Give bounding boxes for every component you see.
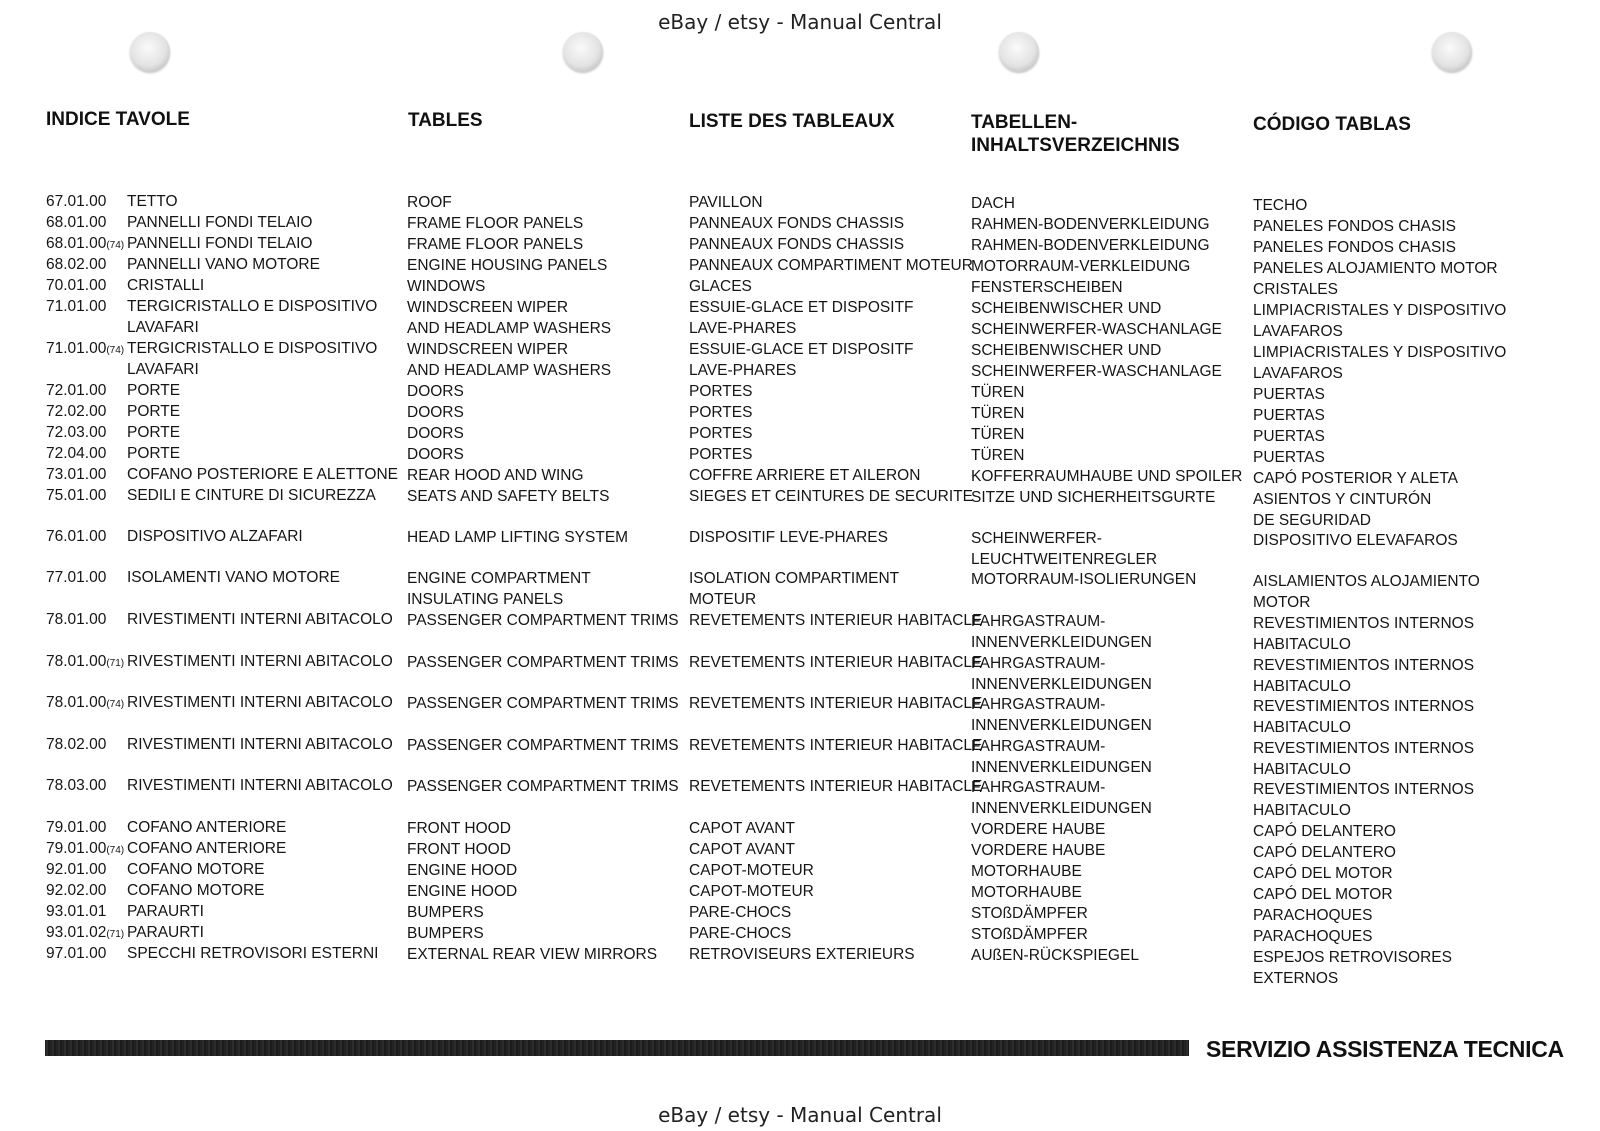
row-de-text: STOßDÄMPFER xyxy=(971,905,1088,922)
row-en-text: DOORS xyxy=(407,446,464,463)
row-it-text: RIVESTIMENTI INTERNI ABITACOLO xyxy=(127,777,393,794)
row-code xyxy=(46,275,106,296)
row-de-text: VORDERE HAUBE xyxy=(971,821,1106,838)
row-fr-text: PANNEAUX COMPARTIMENT MOTEUR xyxy=(689,257,973,274)
row-code xyxy=(46,526,106,547)
row-code-number: 93.01.02 xyxy=(46,924,107,941)
row-code xyxy=(46,254,106,275)
row-code-number: 68.01.00 xyxy=(46,235,107,252)
row-it-text: PARAURTI xyxy=(127,924,204,941)
row-code-number: 72.04.00 xyxy=(46,445,107,462)
row-it-text: PORTE xyxy=(127,403,181,420)
row-code xyxy=(46,191,106,212)
row-de-text: FAHRGASTRAUM- xyxy=(971,779,1106,796)
row-code-number: 78.01.00 xyxy=(46,694,107,711)
row-en-text: PASSENGER COMPARTMENT TRIMS xyxy=(407,654,679,671)
row-en-text: DOORS xyxy=(407,425,464,442)
row-en-text: ENGINE HOOD xyxy=(407,862,518,879)
row-code xyxy=(46,880,106,901)
row-fr-text: LAVE-PHARES xyxy=(689,320,797,337)
row-fr-text: REVETEMENTS INTERIEUR HABITACLE xyxy=(689,737,983,754)
row-it-text: PANNELLI FONDI TELAIO xyxy=(127,214,313,231)
row-fr-text: COFFRE ARRIERE ET AILERON xyxy=(689,467,921,484)
punch-hole xyxy=(999,32,1039,72)
row-en-text: FRAME FLOOR PANELS xyxy=(407,215,584,232)
row-en-text: AND HEADLAMP WASHERS xyxy=(407,362,612,379)
row-en-text: INSULATING PANELS xyxy=(407,591,564,608)
row-code-number: 78.02.00 xyxy=(46,736,107,753)
row-code-variant: (74) xyxy=(106,699,125,710)
row-de-text: FAHRGASTRAUM- xyxy=(971,655,1106,672)
row-es-text: PUERTAS xyxy=(1253,407,1325,424)
row-code xyxy=(46,380,106,401)
row-code xyxy=(46,464,106,485)
row-code xyxy=(46,943,106,964)
row-code-number: 75.01.00 xyxy=(46,487,107,504)
row-en-text: PASSENGER COMPARTMENT TRIMS xyxy=(407,612,679,629)
row-de-text: VORDERE HAUBE xyxy=(971,842,1106,859)
row-de-text: KOFFERRAUMHAUBE UND SPOILER xyxy=(971,468,1243,485)
row-de-text: FAHRGASTRAUM- xyxy=(971,696,1106,713)
row-code xyxy=(46,859,106,880)
row-code xyxy=(46,443,106,464)
row-es-text: PARACHOQUES xyxy=(1253,928,1373,945)
row-en-text: BUMPERS xyxy=(407,904,484,921)
row-code xyxy=(46,838,124,861)
footer-title: SERVIZIO ASSISTENZA TECNICA xyxy=(1206,1036,1564,1062)
row-es-text: CAPÓ DELANTERO xyxy=(1253,823,1396,840)
row-it-text: SPECCHI RETROVISORI ESTERNI xyxy=(127,945,379,962)
row-es-text: PANELES FONDOS CHASIS xyxy=(1253,218,1456,235)
row-es-text: HABITACULO xyxy=(1253,678,1351,695)
row-en-text: BUMPERS xyxy=(407,925,484,942)
row-en-text: PASSENGER COMPARTMENT TRIMS xyxy=(407,695,679,712)
row-es-text: HABITACULO xyxy=(1253,719,1351,736)
row-code-variant: (74) xyxy=(106,345,125,356)
row-en-text: FRONT HOOD xyxy=(407,820,511,837)
row-it-text: PARAURTI xyxy=(127,903,204,920)
row-es-text: TECHO xyxy=(1253,197,1308,214)
row-fr-text: CAPOT AVANT xyxy=(689,841,795,858)
punch-hole xyxy=(563,32,603,72)
row-fr-text: GLACES xyxy=(689,278,752,295)
row-es-text: DE SEGURIDAD xyxy=(1253,512,1371,529)
row-it-text: RIVESTIMENTI INTERNI ABITACOLO xyxy=(127,611,393,628)
row-fr-text: CAPOT AVANT xyxy=(689,820,795,837)
row-es-text: CAPÓ DELANTERO xyxy=(1253,844,1396,861)
row-code xyxy=(46,775,106,796)
row-de-text: MOTORRAUM-VERKLEIDUNG xyxy=(971,258,1191,275)
row-en-text: WINDSCREEN WIPER xyxy=(407,299,569,316)
row-it-text: PANNELLI FONDI TELAIO xyxy=(127,235,313,252)
row-es-text: HABITACULO xyxy=(1253,802,1351,819)
row-fr-text: CAPOT-MOTEUR xyxy=(689,862,814,879)
row-code-number: 93.01.01 xyxy=(46,903,107,920)
row-de-text: FAHRGASTRAUM- xyxy=(971,738,1106,755)
header-tables: TABLES xyxy=(408,110,483,131)
row-it-text: COFANO ANTERIORE xyxy=(127,840,287,857)
row-code xyxy=(46,212,106,233)
row-fr-text: PANNEAUX FONDS CHASSIS xyxy=(689,215,905,232)
row-code-number: 72.03.00 xyxy=(46,424,107,441)
row-de-text: FAHRGASTRAUM- xyxy=(971,613,1106,630)
row-code xyxy=(46,609,106,630)
row-de-text: TÜREN xyxy=(971,384,1025,401)
row-code-number: 67.01.00 xyxy=(46,193,107,210)
row-fr-text: PORTES xyxy=(689,404,753,421)
row-de-text: SCHEINWERFER-WASCHANLAGE xyxy=(971,363,1222,380)
row-fr-text: PARE-CHOCS xyxy=(689,904,792,921)
punch-hole xyxy=(1432,32,1472,72)
row-fr-text: SIEGES ET CEINTURES DE SECURITE xyxy=(689,488,973,505)
row-es-text: AISLAMIENTOS ALOJAMIENTO xyxy=(1253,573,1480,590)
row-de-text: SCHEINWERFER- xyxy=(971,530,1102,547)
row-de-text: TÜREN xyxy=(971,447,1025,464)
row-de-text: INNENVERKLEIDUNGEN xyxy=(971,676,1152,693)
row-fr-text: ESSUIE-GLACE ET DISPOSITF xyxy=(689,299,914,316)
row-fr-text: PORTES xyxy=(689,446,753,463)
row-code-number: 71.01.00 xyxy=(46,340,107,357)
row-de-text: INNENVERKLEIDUNGEN xyxy=(971,717,1152,734)
row-code-variant: (71) xyxy=(106,929,125,940)
row-it-text: CRISTALLI xyxy=(127,277,205,294)
row-en-text: PASSENGER COMPARTMENT TRIMS xyxy=(407,778,679,795)
header-tabellen-line1: TABELLEN- xyxy=(971,112,1078,133)
row-en-text: ENGINE HOUSING PANELS xyxy=(407,257,608,274)
row-es-text: REVESTIMIENTOS INTERNOS xyxy=(1253,781,1475,798)
row-en-text: ENGINE COMPARTMENT xyxy=(407,570,591,587)
row-es-text: ASIENTOS Y CINTURÓN xyxy=(1253,491,1432,508)
row-it-text: PANNELLI VANO MOTORE xyxy=(127,256,320,273)
row-es-text: DISPOSITIVO ELEVAFAROS xyxy=(1253,532,1458,549)
row-fr-text: DISPOSITIF LEVE-PHARES xyxy=(689,529,888,546)
row-de-text: RAHMEN-BODENVERKLEIDUNG xyxy=(971,216,1210,233)
row-it-text: RIVESTIMENTI INTERNI ABITACOLO xyxy=(127,694,393,711)
row-fr-text: RETROVISEURS EXTERIEURS xyxy=(689,946,915,963)
row-code xyxy=(46,692,124,715)
row-de-text: DACH xyxy=(971,195,1015,212)
row-es-text: CAPÓ DEL MOTOR xyxy=(1253,865,1393,882)
row-es-text: REVESTIMIENTOS INTERNOS xyxy=(1253,740,1475,757)
row-code-number: 72.01.00 xyxy=(46,382,107,399)
row-de-text: STOßDÄMPFER xyxy=(971,926,1088,943)
row-fr-text: PAVILLON xyxy=(689,194,763,211)
row-it-text: RIVESTIMENTI INTERNI ABITACOLO xyxy=(127,653,393,670)
row-code xyxy=(46,233,124,256)
row-es-text: PANELES FONDOS CHASIS xyxy=(1253,239,1456,256)
row-code xyxy=(46,338,124,361)
row-es-text: REVESTIMIENTOS INTERNOS xyxy=(1253,698,1475,715)
row-code-variant: (74) xyxy=(106,240,125,251)
row-fr-text: REVETEMENTS INTERIEUR HABITACLE xyxy=(689,695,983,712)
row-fr-text: REVETEMENTS INTERIEUR HABITACLE xyxy=(689,612,983,629)
row-es-text: PANELES ALOJAMIENTO MOTOR xyxy=(1253,260,1498,277)
row-en-text: SEATS AND SAFETY BELTS xyxy=(407,488,610,505)
row-fr-text: MOTEUR xyxy=(689,591,757,608)
row-code-number: 79.01.00 xyxy=(46,840,107,857)
row-de-text: RAHMEN-BODENVERKLEIDUNG xyxy=(971,237,1210,254)
row-es-text: LIMPIACRISTALES Y DISPOSITIVO xyxy=(1253,302,1507,319)
row-it-text: RIVESTIMENTI INTERNI ABITACOLO xyxy=(127,736,393,753)
row-code xyxy=(46,901,106,922)
row-fr-text: ESSUIE-GLACE ET DISPOSITF xyxy=(689,341,914,358)
header-codigo-tablas: CÓDIGO TABLAS xyxy=(1253,114,1411,135)
row-it-text: COFANO POSTERIORE E ALETTONE xyxy=(127,466,399,483)
row-code-number: 92.02.00 xyxy=(46,882,107,899)
row-code-number: 77.01.00 xyxy=(46,569,107,586)
row-en-text: WINDSCREEN WIPER xyxy=(407,341,569,358)
row-es-text: REVESTIMIENTOS INTERNOS xyxy=(1253,615,1475,632)
row-code-number: 78.01.00 xyxy=(46,653,107,670)
row-en-text: HEAD LAMP LIFTING SYSTEM xyxy=(407,529,629,546)
row-code xyxy=(46,817,106,838)
row-code-number: 73.01.00 xyxy=(46,466,107,483)
row-fr-text: PORTES xyxy=(689,425,753,442)
row-code-number: 78.01.00 xyxy=(46,611,107,628)
row-en-text: ENGINE HOOD xyxy=(407,883,518,900)
row-fr-text: CAPOT-MOTEUR xyxy=(689,883,814,900)
row-en-text: ROOF xyxy=(407,194,452,211)
row-es-text: PUERTAS xyxy=(1253,428,1325,445)
row-code-number: 71.01.00 xyxy=(46,298,107,315)
row-en-text: WINDOWS xyxy=(407,278,486,295)
row-es-text: ESPEJOS RETROVISORES xyxy=(1253,949,1452,966)
row-it-text: TERGICRISTALLO E DISPOSITIVO xyxy=(127,298,378,315)
row-fr-text: LAVE-PHARES xyxy=(689,362,797,379)
row-it-text: DISPOSITIVO ALZAFARI xyxy=(127,528,303,545)
row-en-text: PASSENGER COMPARTMENT TRIMS xyxy=(407,737,679,754)
row-es-text: LAVAFAROS xyxy=(1253,365,1343,382)
row-es-text: CAPÓ DEL MOTOR xyxy=(1253,886,1393,903)
row-es-text: LIMPIACRISTALES Y DISPOSITIVO xyxy=(1253,344,1507,361)
row-de-text: SCHEIBENWISCHER UND xyxy=(971,342,1162,359)
row-es-text: PARACHOQUES xyxy=(1253,907,1373,924)
row-de-text: MOTORHAUBE xyxy=(971,863,1082,880)
row-es-text: MOTOR xyxy=(1253,594,1311,611)
row-de-text: INNENVERKLEIDUNGEN xyxy=(971,800,1152,817)
row-code xyxy=(46,734,106,755)
row-es-text: PUERTAS xyxy=(1253,449,1325,466)
row-code-number: 97.01.00 xyxy=(46,945,107,962)
row-code-variant: (71) xyxy=(106,658,125,669)
row-de-text: MOTORRAUM-ISOLIERUNGEN xyxy=(971,571,1197,588)
row-de-text: INNENVERKLEIDUNGEN xyxy=(971,759,1152,776)
row-code xyxy=(46,485,106,506)
row-fr-text: PORTES xyxy=(689,383,753,400)
row-de-text: SITZE UND SICHERHEITSGURTE xyxy=(971,489,1216,506)
row-it-text: PORTE xyxy=(127,424,181,441)
row-it-text: COFANO MOTORE xyxy=(127,882,265,899)
row-it-text: LAVAFARI xyxy=(127,361,199,378)
row-de-text: FENSTERSCHEIBEN xyxy=(971,279,1123,296)
row-fr-text: PARE-CHOCS xyxy=(689,925,792,942)
row-code-number: 92.01.00 xyxy=(46,861,107,878)
row-code-variant: (74) xyxy=(106,845,125,856)
row-de-text: MOTORHAUBE xyxy=(971,884,1082,901)
row-it-text: TETTO xyxy=(127,193,178,210)
row-code-number: 79.01.00 xyxy=(46,819,107,836)
row-it-text: PORTE xyxy=(127,382,181,399)
header-liste-des-tableaux: LISTE DES TABLEAUX xyxy=(689,111,895,132)
row-de-text: SCHEINWERFER-WASCHANLAGE xyxy=(971,321,1222,338)
row-de-text: INNENVERKLEIDUNGEN xyxy=(971,634,1152,651)
row-en-text: DOORS xyxy=(407,383,464,400)
row-code xyxy=(46,567,106,588)
row-en-text: EXTERNAL REAR VIEW MIRRORS xyxy=(407,946,658,963)
footer-bar xyxy=(45,1040,1189,1056)
row-en-text: FRAME FLOOR PANELS xyxy=(407,236,584,253)
row-code xyxy=(46,401,106,422)
row-it-text: COFANO MOTORE xyxy=(127,861,265,878)
row-fr-text: REVETEMENTS INTERIEUR HABITACLE xyxy=(689,654,983,671)
row-code-number: 68.02.00 xyxy=(46,256,107,273)
header-tabellen-line2: INHALTSVERZEICHNIS xyxy=(971,135,1180,156)
row-code-number: 70.01.00 xyxy=(46,277,107,294)
watermark-top: eBay / etsy - Manual Central xyxy=(658,10,942,34)
row-it-text: TERGICRISTALLO E DISPOSITIVO xyxy=(127,340,378,357)
row-it-text: PORTE xyxy=(127,445,181,462)
row-es-text: EXTERNOS xyxy=(1253,970,1339,987)
row-fr-text: PANNEAUX FONDS CHASSIS xyxy=(689,236,905,253)
row-de-text: TÜREN xyxy=(971,426,1025,443)
row-fr-text: REVETEMENTS INTERIEUR HABITACLE xyxy=(689,778,983,795)
row-en-text: AND HEADLAMP WASHERS xyxy=(407,320,612,337)
row-es-text: HABITACULO xyxy=(1253,636,1351,653)
row-code xyxy=(46,296,106,317)
row-en-text: REAR HOOD AND WING xyxy=(407,467,584,484)
row-code-number: 76.01.00 xyxy=(46,528,107,545)
row-code-number: 78.03.00 xyxy=(46,777,107,794)
row-code-number: 72.02.00 xyxy=(46,403,107,420)
row-en-text: DOORS xyxy=(407,404,464,421)
watermark-bottom: eBay / etsy - Manual Central xyxy=(658,1103,942,1127)
row-code xyxy=(46,422,106,443)
row-fr-text: ISOLATION COMPARTIMENT xyxy=(689,570,900,587)
row-code xyxy=(46,922,124,945)
row-es-text: LAVAFAROS xyxy=(1253,323,1343,340)
punch-hole xyxy=(130,32,170,72)
row-it-text: LAVAFARI xyxy=(127,319,199,336)
row-de-text: LEUCHTWEITENREGLER xyxy=(971,551,1158,568)
row-it-text: SEDILI E CINTURE DI SICUREZZA xyxy=(127,487,376,504)
header-tabellen xyxy=(971,111,1180,157)
row-de-text: TÜREN xyxy=(971,405,1025,422)
row-es-text: CRISTALES xyxy=(1253,281,1338,298)
header-indice-tavole: INDICE TAVOLE xyxy=(46,109,190,130)
row-it-text: ISOLAMENTI VANO MOTORE xyxy=(127,569,341,586)
row-es-text: REVESTIMIENTOS INTERNOS xyxy=(1253,657,1475,674)
row-code-number: 68.01.00 xyxy=(46,214,107,231)
row-code xyxy=(46,651,124,674)
row-de-text: SCHEIBENWISCHER UND xyxy=(971,300,1162,317)
row-en-text: FRONT HOOD xyxy=(407,841,511,858)
row-es-text: PUERTAS xyxy=(1253,386,1325,403)
row-de-text: AUßEN-RÜCKSPIEGEL xyxy=(971,947,1139,964)
row-it-text: COFANO ANTERIORE xyxy=(127,819,287,836)
row-es-text: CAPÓ POSTERIOR Y ALETA xyxy=(1253,470,1459,487)
row-es-text: HABITACULO xyxy=(1253,761,1351,778)
